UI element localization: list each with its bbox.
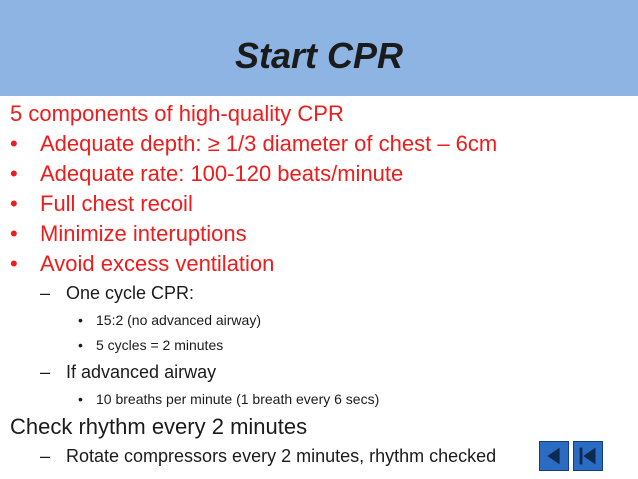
bullet: •	[10, 251, 18, 276]
list-item-text: Full chest recoil	[40, 191, 193, 216]
list-item-text: 15:2 (no advanced airway)	[96, 312, 261, 328]
dash-bullet: –	[40, 283, 51, 303]
list-item-text: Rotate compressors every 2 minutes, rhythm checked	[66, 446, 497, 466]
list-item	[10, 159, 630, 189]
list-item-text: Minimize interuptions	[40, 221, 247, 246]
sub-list-item	[10, 279, 630, 308]
list-item-text: 10 breaths per minute (1 breath every 6 secs)	[96, 391, 380, 407]
sub-sub-list-item	[10, 308, 630, 333]
dash-bullet: –	[40, 362, 51, 382]
list-item-text: 5 components of high-quality CPR	[10, 101, 344, 126]
list-item	[10, 99, 630, 129]
list-item	[10, 249, 630, 279]
sub-sub-list-item	[10, 333, 630, 358]
bullet: •	[10, 191, 18, 216]
dash-bullet: –	[40, 446, 51, 466]
list-item	[10, 129, 630, 159]
bullet: •	[78, 391, 83, 407]
slide-content	[10, 99, 630, 471]
skip-to-first-icon	[574, 442, 602, 470]
list-item-text: Check rhythm every 2 minutes	[10, 414, 308, 439]
list-item-text: If advanced airway	[66, 362, 217, 382]
list-item-text: Adequate rate: 100-120 beats/minute	[40, 161, 404, 186]
slide-title: Start CPR	[234, 35, 404, 76]
triangle-left-icon	[540, 442, 568, 470]
sub-list-item	[10, 358, 630, 387]
bullet: •	[10, 161, 18, 186]
list-item-text: One cycle CPR:	[66, 283, 195, 303]
list-item-text: Adequate depth: ≥ 1/3 diameter of chest – 6cm	[40, 131, 498, 156]
bullet: •	[78, 337, 83, 353]
bullet: •	[10, 221, 18, 246]
list-item	[10, 412, 630, 442]
bullet: •	[78, 312, 83, 328]
sub-sub-list-item	[10, 387, 630, 412]
sub-list-item	[10, 442, 630, 471]
list-item	[10, 189, 630, 219]
first-slide-button[interactable]	[573, 441, 603, 471]
bullet: •	[10, 131, 18, 156]
list-item-text: Avoid excess ventilation	[40, 251, 275, 276]
list-item-text: 5 cycles = 2 minutes	[96, 337, 224, 353]
previous-slide-button[interactable]	[539, 441, 569, 471]
list-item	[10, 219, 630, 249]
